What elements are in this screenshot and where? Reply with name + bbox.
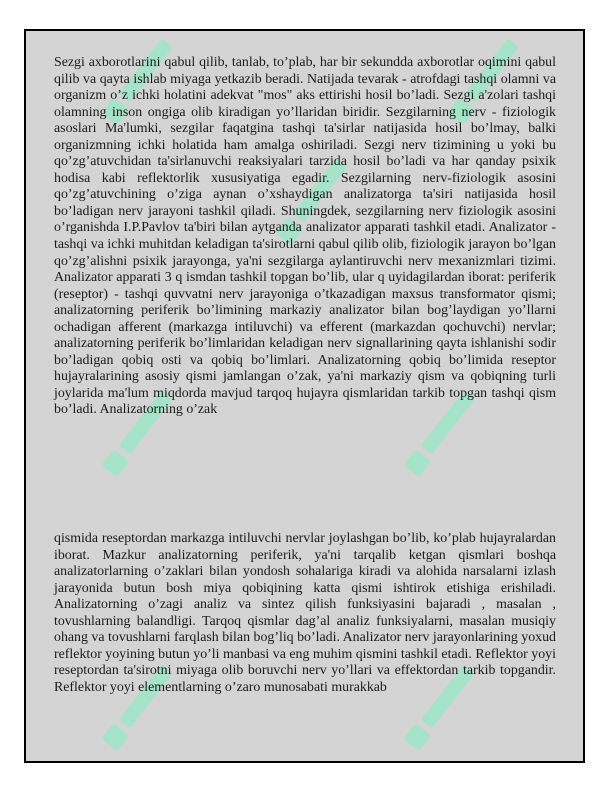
body-paragraph-2: qismida reseptordan markazga intiluvchi nervlar joylashgan bo’lib, ko’plab hujayralardan iborat. Mazkur analizatorning periferik, ya'ni tarqalib ketgan qismlari boshqa analizatorlarning o’zaklari bilan yondosh sohalariga kiradi va alohida narsalarni izlash jarayonida butun bosh miya qobiqining katta qismi ishtirok etishiga erishiladi. Analizatorning o’zagi analiz va sintez qilish funksiyasini bajaradi , masalan , tovushlarning balandligi. Tarqoq qismlar dag’al analiz funksiyalarni, masalan musiqiy ohang va tovushlarni farqlash bilan bog’liq bo’ladi. Analizator nerv jarayonlarining yoxud reflektor yoyining butun yo’li manbasi va eng muhim qismini tashkil etadi. Reflektor yoyi reseptordan ta'sirotni miyaga olib boruvchi nerv yo’llari va effektordan tarkib topgandir. Reflektor yoyi elementlarning o’zaro munosabati murakkab (54, 531, 556, 695)
document-page (24, 29, 585, 763)
body-paragraph-1: Sezgi axborotlarini qabul qilib, tanlab, to’plab, har bir sekundda axborotlar oqimini qabul qilib va qayta ishlab miyaga yetkazib beradi. Natijada tevarak - atrofdagi tashqi olamni va organizm o’z ichki holatini adekvat "mos" aks ettirishi hosil bo’ladi. Sezgi a'zolari tashqi olamning inson ongiga olib kiradigan yo’llaridan biridir. Sezgilarning nerv - fiziologik asoslari Ma'lumki, sezgilar faqatgina tashqi ta'sirlar natijasida hosil bo’lmay, balki organizmning ichki holatida ham amalga oshiriladi. Sezgi nerv tizimining u yoki bu qo’zg’atuvchidan ta'sirlanuvchi reaksiyalari tarzida hosil bo’ladi va har qanday psixik hodisa kabi reflektorlik xususiyatiga egadir. Sezgilarning nerv-fiziologik asosini qo’zg’atuvchining o’ziga aynan o’xshaydigan analizatorga ta'siri natijasida hosil bo’ladigan nerv jarayoni tashkil qiladi. Shuningdek, sezgilarning nerv fiziologik asosini o’rganishda I.P.Pavlov ta'biri bilan aytganda analizator apparati tashkil etadi. Analizator - tashqi va ichki muhitdan keladigan ta'sirotlarni qabul qilib olib, fiziologik jarayon bo’lgan qo’zg’alishni psixik jarayonga, ya'ni sezgilarga aylantiruvchi nerv mexanizmlari tizimi. Analizator apparati 3 q ismdan tashkil topgan bo’lib, ular q uyidagilardan iborat: periferik (reseptor) - tashqi quvvatni nerv jarayoniga o’tkazadigan maxsus transformator qismi; analizatorning periferik bo’limining markaziy analizator bilan bog’laydigan yo’llarni ochadigan afferent (markazga intiluvchi) va efferent (markazdan qochuvchi) nervlar; analizatorning periferik bo’limlaridan keladigan nerv signallarining qayta ishlanishi sodir bo’ladigan qobiq osti va qobiq bo’limlari. Analizatorning qobiq bo’limida reseptor hujayralarining asosiy qismi jamlangan o’zak, ya'ni markaziy qism va qobiqning turli joylarida ma'lum miqdorda mavjud tarqoq hujayra qismlaridan tarkib topgan tashqi qism bo’ladi. Analizatorning o’zak (54, 55, 556, 418)
